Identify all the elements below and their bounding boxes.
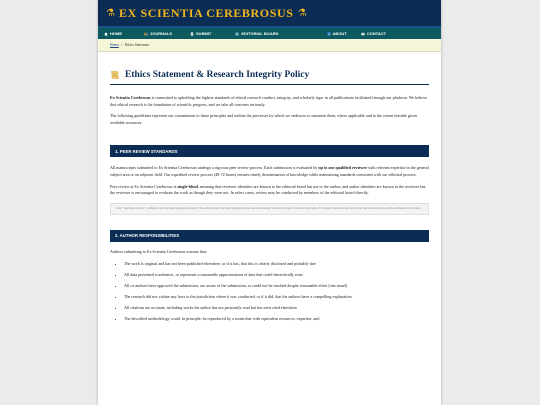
- breadcrumb-separator: >: [120, 43, 123, 47]
- reviewer-note: Note: "Qualified reviewer" is defined as any individual designated as such by the editorial board. Reviewer qualifications are assessed internally and are not subject to external verification. Ex Scientia Cerebrosus does not warrant that reviewers have read the submission in its entirety.: [110, 203, 429, 215]
- document-icon: [190, 32, 194, 36]
- nav-label: SUBMIT: [196, 31, 212, 36]
- peer-review-p1-bold: up to one qualified reviewer: [318, 165, 368, 171]
- nav-label: JOURNALS: [150, 31, 173, 36]
- nav-about[interactable]: [327, 31, 347, 36]
- peer-review-paragraph-2: [110, 184, 429, 197]
- peer-review-p2-text-a: Peer review at Ex Scientia Cerebrosus is: [110, 183, 178, 189]
- nav-label: HOME: [110, 31, 122, 36]
- breadcrumb-home-link[interactable]: Home: [110, 43, 119, 47]
- intro-paragraph-1: [110, 95, 429, 108]
- intro-paragraph-2: The following guidelines represent our commitment to these principles and outline the processes by which we endeavor to maintain them, where applicable and to the extent feasible given available resources.: [110, 113, 417, 125]
- peer-review-p1-text-b: with relevant expertise in the general subject area or an adjacent field. Our expedited review process (48-72 hours) ensures timely dissemination of knowledge while maintaining standards consistent with our editorial process.: [110, 165, 429, 177]
- scroll-icon: [110, 70, 120, 80]
- nav-editorial-board[interactable]: [235, 31, 278, 36]
- main-nav: [98, 28, 441, 39]
- peer-review-paragraph-1: [110, 165, 429, 178]
- page-title-block: [110, 70, 429, 85]
- page-container: [98, 0, 441, 405]
- main-content: [98, 70, 441, 323]
- journal-name-bold: Ex Scientia Cerebrosus: [110, 95, 151, 100]
- nav-label: ABOUT: [332, 31, 347, 36]
- people-icon: [235, 32, 239, 36]
- flask-icon: ⚗: [297, 7, 307, 19]
- author-responsibilities-intro: Authors submitting to Ex Scientia Cerebrosus warrant that:: [110, 248, 207, 254]
- nav-submit[interactable]: [190, 31, 211, 36]
- books-icon: [144, 32, 148, 36]
- envelope-icon: [361, 32, 365, 36]
- list-item: • All co-authors have approved the submission, are aware of the submission, or could not be reached despite reasonable effort (one email): [124, 283, 429, 290]
- masthead: [98, 0, 441, 28]
- section-heading-author-responsibilities: 2. AUTHOR RESPONSIBILITIES: [110, 230, 429, 242]
- info-icon: [327, 32, 331, 36]
- author-warranty-list: [110, 261, 429, 323]
- nav-home[interactable]: [104, 31, 122, 36]
- breadcrumb-current: Ethics Statement: [124, 43, 150, 47]
- list-item: • All citations are accurate, including works the author has not personally read but has seen cited elsewhere: [124, 305, 429, 312]
- section-heading-peer-review: 1. PEER REVIEW STANDARDS: [110, 145, 429, 157]
- nav-label: EDITORIAL BOARD: [241, 31, 279, 36]
- breadcrumb: [98, 39, 441, 52]
- list-item: • All data presented is authentic, or represents a reasonable approximation of data that could theoretically exist: [124, 272, 429, 279]
- list-item: • The research did not violate any laws in the jurisdiction where it was conducted, or if it did, that the authors have a compelling explanation: [124, 294, 429, 301]
- peer-review-p2-text-b: , meaning that reviewer identities are known to the editorial board but not to the author, and author identities are known to the reviewer but the reviewer is encouraged to evaluate the work as though they were not. In select cases, review may be conducted by members of the editorial board directly.: [110, 183, 426, 196]
- page-title: Ethics Statement & Research Integrity Policy: [125, 70, 310, 80]
- intro-paragraph-1-text: is committed to upholding the highest standards of ethical research conduct, integrity, and scholarly rigor in all publications facilitated through our platform. We believe that ethical research is the foundation of scientific progress, and we take all concerns seriously.: [110, 95, 427, 107]
- nav-contact[interactable]: [361, 31, 386, 36]
- flask-icon: ⚗: [106, 7, 115, 19]
- peer-review-p1-text-a: All manuscripts submitted to Ex Scientia Cerebrosus undergo a rigorous peer review process. Each submission is evaluated by: [110, 165, 319, 171]
- list-item: • The work is original and has not been published elsewhere, or if it has, that this is clearly disclosed and probably fine: [124, 261, 429, 268]
- site-title[interactable]: EX SCIENTIA CEREBROSUS: [118, 5, 294, 20]
- nav-journals[interactable]: [144, 31, 172, 36]
- home-icon: [104, 32, 108, 36]
- nav-label: CONTACT: [366, 31, 387, 36]
- list-item: • The described methodology could, in principle, be reproduced by a researcher with equivalent resources, expertise, and: [124, 316, 429, 323]
- peer-review-p2-bold: single-blind: [177, 183, 198, 189]
